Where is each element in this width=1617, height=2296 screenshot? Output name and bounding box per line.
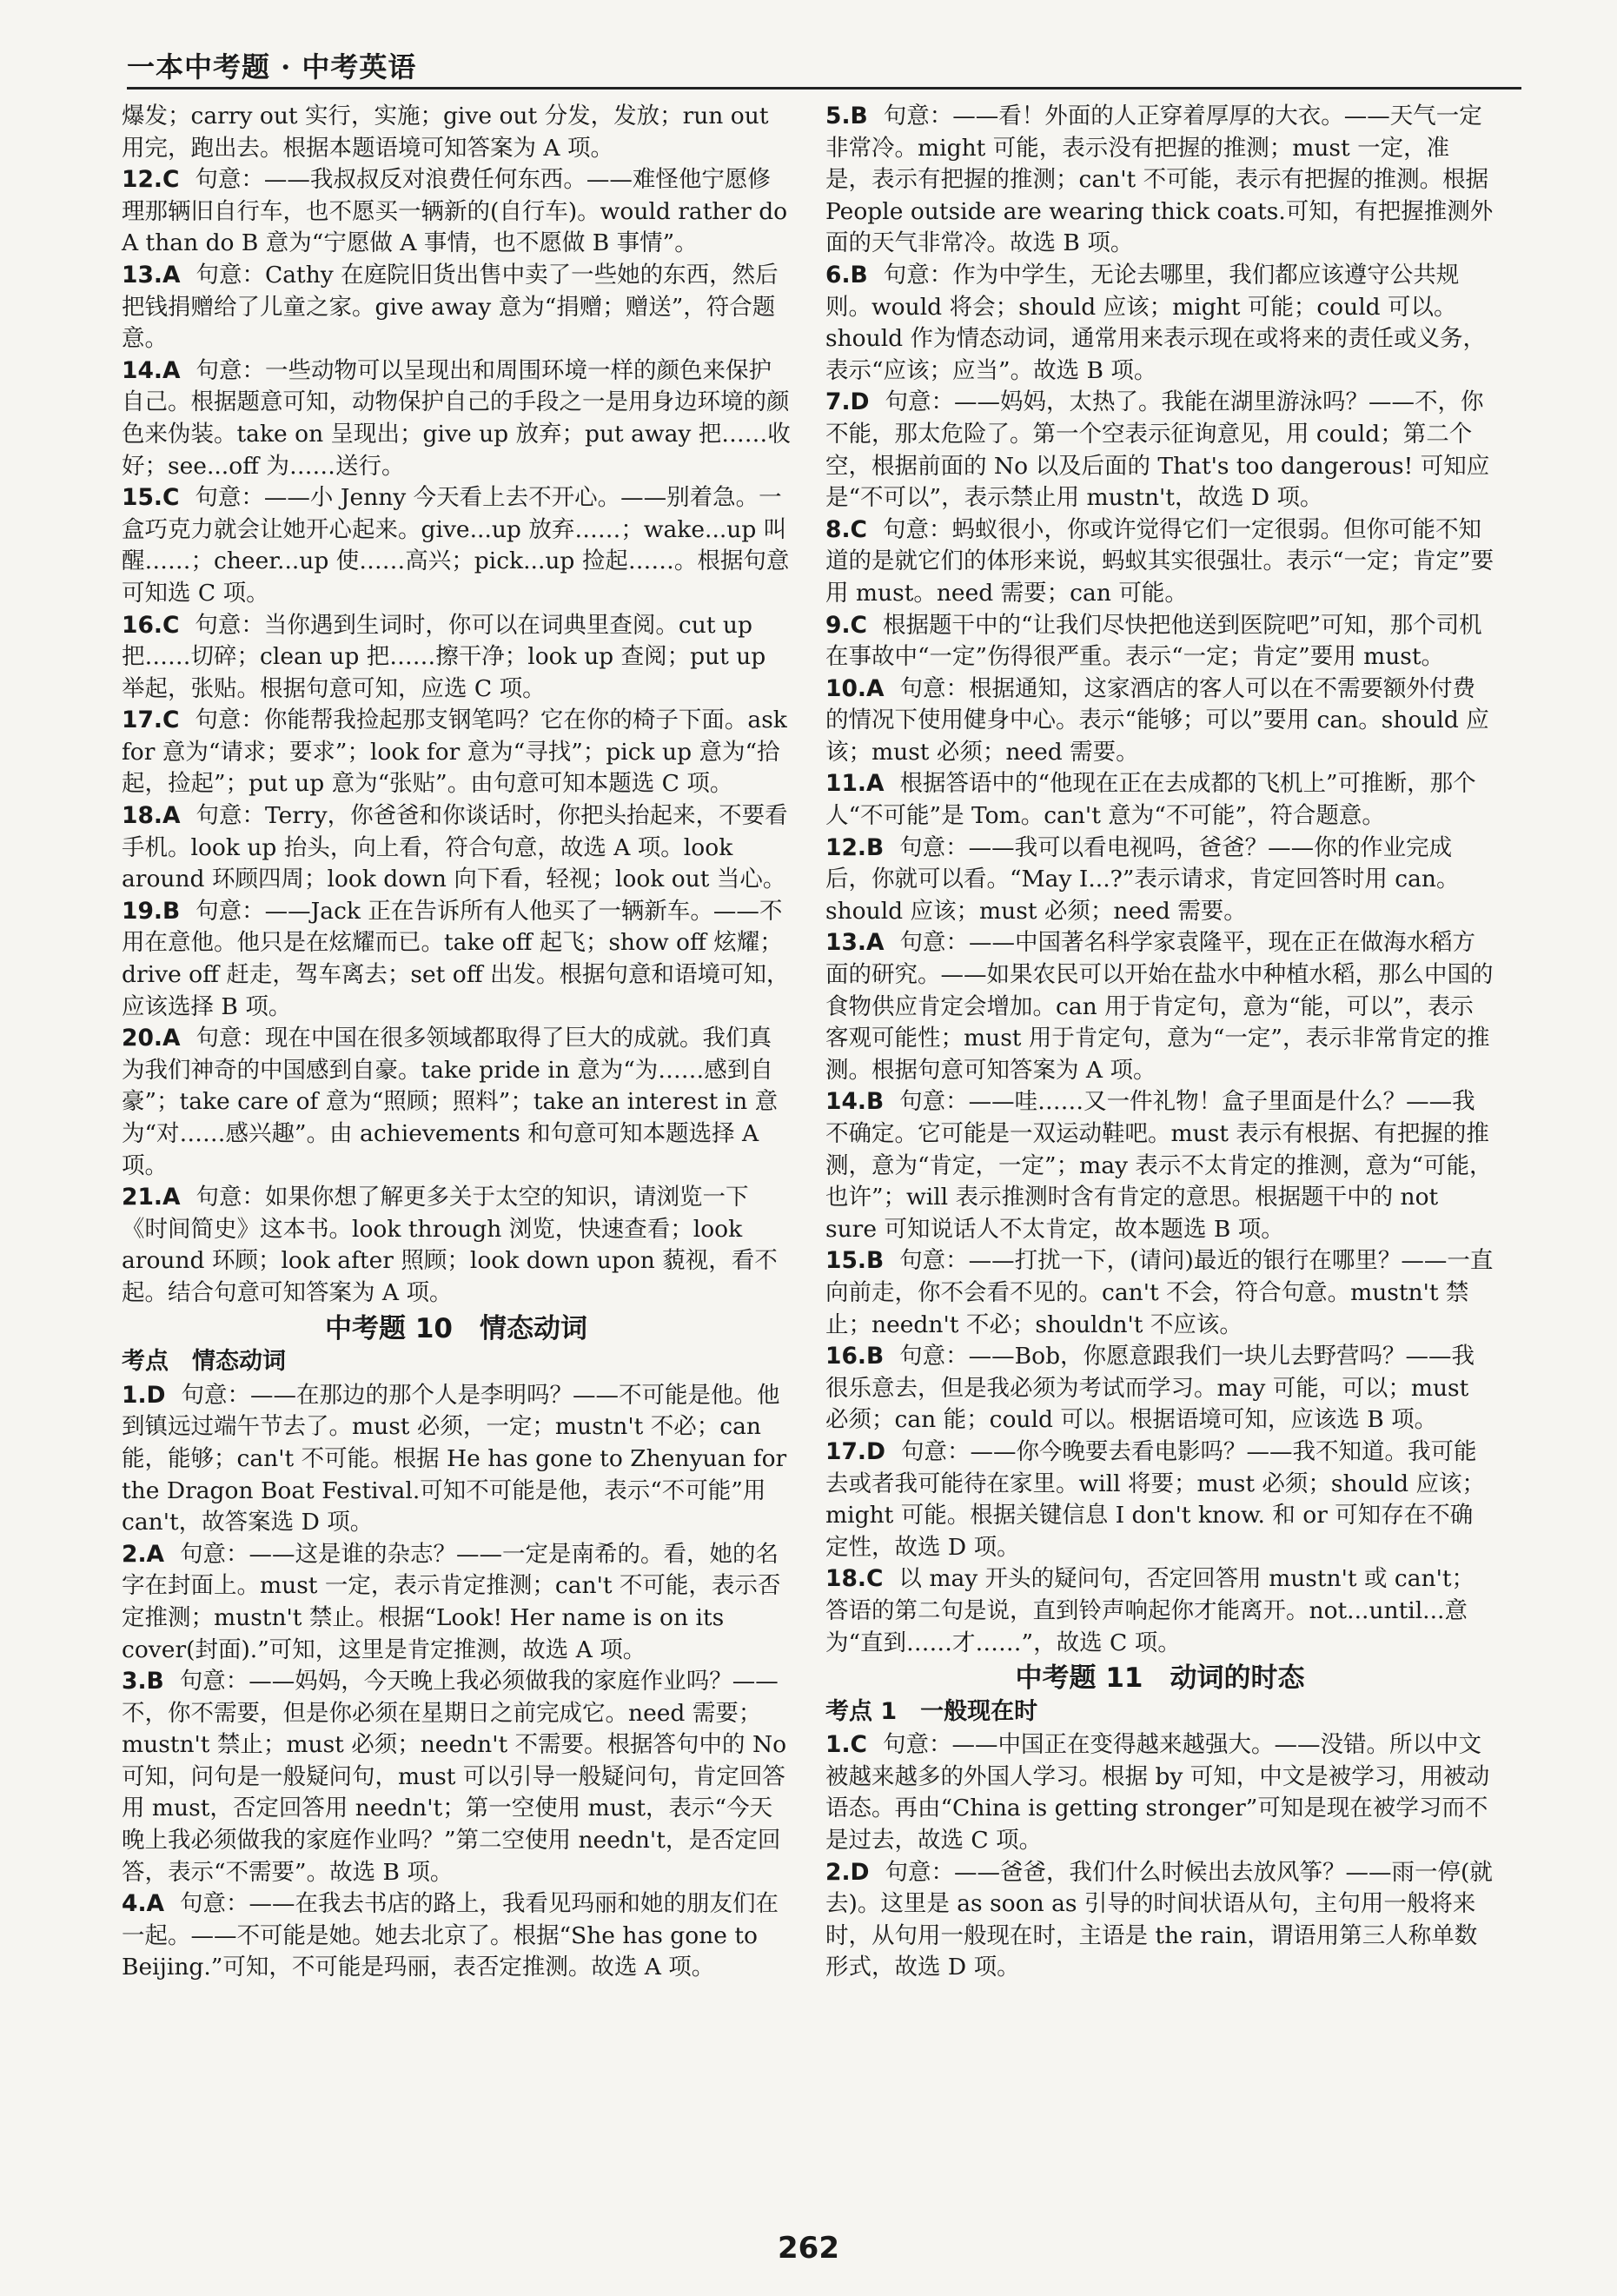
header-divider <box>127 87 1521 90</box>
answer-item <box>122 355 791 482</box>
answer-item <box>122 260 791 355</box>
answer-number: 11.A <box>825 770 885 798</box>
answer-number: 19.B <box>122 897 181 925</box>
answer-number: 6.B <box>825 261 868 289</box>
answer-explanation: 句意：——我可以看电视吗，爸爸？——你的作业完成后，你就可以看。“May I...?”表示请求，肯定回答时用 can。should 应该；must 必须；need 需要。 <box>825 833 1460 925</box>
answer-item <box>825 833 1494 928</box>
answer-number: 1.D <box>122 1381 166 1409</box>
answer-number: 9.C <box>825 611 867 639</box>
answer-explanation: 根据答语中的“他现在正在去成都的飞机上”可推断，那个人“不可能”是 Tom。can't 意为“不可能”，符合题意。 <box>825 770 1476 830</box>
answer-item <box>122 1888 791 1984</box>
answer-item <box>825 1437 1494 1563</box>
answer-explanation: 句意：——小 Jenny 今天看上去不开心。——别着急。一盒巧克力就会让她开心起来。give...up 放弃……；wake...up 叫醒……；cheer...up 使……高兴；pick...up 捡起……。根据句意可知选 C 项。 <box>122 484 790 607</box>
answer-explanation: 句意：——在我去书店的路上，我看见玛丽和她的朋友们在一起。——不可能是她。她去北京了。根据“She has gone to Beijing.”可知，不可能是玛丽，表否定推测。故选 A 项。 <box>122 1890 779 1981</box>
answer-explanation: 句意：——哇……又一件礼物！盒子里面是什么？——我不确定。它可能是一双运动鞋吧。must 表示有根据、有把握的推测，意为“肯定，一定”；may 表示不太肯定的推测，意为“可能，也许”；will 表示推测时含有肯定的意思。根据题干中的 not sure 可知说话人不太肯定，故本题选 B 项。 <box>825 1088 1493 1243</box>
answer-explanation: 句意：根据通知，这家酒店的客人可以在不需要额外付费的情况下使用健身中心。表示“能够；可以”要用 can。should 应该；must 必须；need 需要。 <box>825 674 1489 766</box>
answer-number: 10.A <box>825 674 885 702</box>
answer-number: 16.B <box>825 1343 885 1370</box>
answer-item <box>122 1666 791 1888</box>
answer-explanation: 句意：——爸爸，我们什么时候出去放风筝？——雨一停(就去)。这里是 as soon as 引导的时间状语从句，主句用一般将来时，从句用一般现在时，主语是 the rain，谓语用第三人称单数形式，故选 D 项。 <box>825 1858 1493 1981</box>
section-title: 中考题 10 情态动词 <box>325 1312 587 1344</box>
answer-explanation: 句意：蚂蚁很小，你或许觉得它们一定很弱。但你可能不知道的是就它们的体形来说，蚂蚁其实很强壮。表示“一定；肯定”要用 must。need 需要；can 可能。 <box>825 515 1494 607</box>
answer-item <box>825 674 1494 769</box>
answer-explanation: 句意：当你遇到生词时，你可以在词典里查阅。cut up 把……切碎；clean up 把……擦干净；look up 查阅；put up 举起，张贴。根据句意可知，应选 C 项。 <box>122 611 766 702</box>
answer-number: 12.B <box>825 833 885 861</box>
answer-item <box>122 1539 791 1666</box>
answer-explanation: 句意：——你今晚要去看电影吗？——我不知道。我可能去或者我可能待在家里。will 将要；must 必须；should 应该；might 可能。根据关键信息 I don't know. 和 or 可知存在不确定性，故选 D 项。 <box>825 1437 1485 1561</box>
answer-item <box>825 610 1494 674</box>
running-header: 一本中考题 · 中考英语 <box>127 50 417 83</box>
answer-number: 16.C <box>122 611 180 639</box>
answer-item <box>825 1341 1494 1437</box>
answer-number: 8.C <box>825 515 867 543</box>
answer-item <box>825 927 1494 1086</box>
answer-number: 5.B <box>825 103 868 129</box>
answer-explanation: 句意：——Bob，你愿意跟我们一块儿去野营吗？——我很乐意去，但是我必须为考试而学习。may 可能，可以；must 必须；can 能；could 可以。根据语境可知，应该选 B 项。 <box>825 1343 1475 1434</box>
answer-list-right-top <box>825 101 1494 1659</box>
section-title: 中考题 11 动词的时态 <box>1015 1662 1305 1695</box>
answer-item <box>122 164 791 260</box>
answer-explanation: 句意：——妈妈，太热了。我能在湖里游泳吗？——不，你不能，那太危险了。第一个空表示征询意见，用 could；第二个空，根据前面的 No 以及后面的 That's too dangerous! 可知应是“不可以”，表示禁止用 mustn't，故选 D 项。 <box>825 388 1490 512</box>
answer-explanation: 句意：——妈妈，今天晚上我必须做我的家庭作业吗？——不，你不需要，但是你必须在星期日之前完成它。need 需要；mustn't 禁止；must 必须；needn't 不需要。根据答句中的 No 可知，问句是一般疑问句，must 可以引导一般疑问句，肯定回答用 must，否定回答用 needn't；第一空使用 must，表示“今天晚上我必须做我的家庭作业吗？”第二空使用 needn't，是否定回答，表示“不需要”。故选 B 项。 <box>122 1668 787 1886</box>
right-column <box>825 101 1494 1984</box>
answer-number: 17.C <box>122 707 180 734</box>
answer-number: 12.C <box>122 166 180 194</box>
answer-number: 1.C <box>825 1731 867 1759</box>
answer-number: 21.A <box>122 1184 181 1211</box>
answer-item <box>825 101 1494 260</box>
answer-item <box>122 610 791 706</box>
answer-explanation: 句意：——看！外面的人正穿着厚厚的大衣。——天气一定非常冷。might 可能，表示没有把握的推测；must 一定，准是，表示有把握的推测；can't 不可能，表示有把握的推测。根据 People outside are wearing thick coats.可知，有把握推测外面的天气非常冷。故选 B 项。 <box>825 103 1494 257</box>
answer-explanation: 句意：——Jack 正在告诉所有人他买了一辆新车。——不用在意他。他只是在炫耀而已。take off 起飞；show off 炫耀；drive off 赶走，驾车离去；set off 出发。根据句意和语境可知，应该选择 B 项。 <box>122 897 790 1020</box>
answer-explanation: 句意：——我叔叔反对浪费任何东西。——难怪他宁愿修理那辆旧自行车，也不愿买一辆新的(自行车)。would rather do A than do B 意为“宁愿做 A 事情，也不愿做 B 事情”。 <box>122 166 788 257</box>
point-title: 考点 1 一般现在时 <box>825 1697 1038 1725</box>
answer-item <box>825 1086 1494 1245</box>
answer-item <box>122 482 791 609</box>
answer-item <box>122 1023 791 1182</box>
answer-explanation: 句意：——中国著名科学家袁隆平，现在正在做海水稻方面的研究。——如果农民可以开始在盐水中种植水稻，那么中国的食物供应肯定会增加。can 用于肯定句，意为“能，可以”，表示客观可能性；must 用于肯定句，意为“一定”，表示非常肯定的推测。根据句意可知答案为 A 项。 <box>825 929 1494 1084</box>
answer-explanation: 句意：——这是谁的杂志？——一定是南希的。看，她的名字在封面上。must 一定，表示肯定推测；can't 不可能，表示否定推测；mustn't 禁止。根据“Look! Her name is on its cover(封面).”可知，这里是肯定推测，故选 A 项。 <box>122 1540 781 1663</box>
answer-item <box>122 1182 791 1309</box>
answer-continuation: 爆发；carry out 实行，实施；give out 分发，发放；run out 用完，跑出去。根据本题语境可知答案为 A 项。 <box>122 103 769 162</box>
answer-item <box>825 1729 1494 1856</box>
answer-explanation: 以 may 开头的疑问句，否定回答用 mustn't 或 can't；答语的第二句是说，直到铃声响起你才能离开。not...until...意为“直到……才……”，故选 C 项。 <box>825 1565 1475 1656</box>
answer-item <box>825 768 1494 832</box>
answer-number: 14.A <box>122 356 181 384</box>
answer-explanation: 句意：——打扰一下，(请问)最近的银行在哪里？——一直向前走，你不会看不见的。can't 不会，符合句意。mustn't 禁止；needn't 不必；shouldn't 不应该。 <box>825 1247 1494 1338</box>
page-number: 262 <box>778 2231 839 2266</box>
point-title: 考点 情态动词 <box>122 1348 286 1376</box>
answer-number: 13.A <box>825 929 885 957</box>
answer-explanation: 句意：如果你想了解更多关于太空的知识，请浏览一下《时间简史》这本书。look through 浏览，快速查看；look around 环顾；look after 照顾；look down upon 藐视，看不起。结合句意可知答案为 A 项。 <box>122 1184 778 1306</box>
answer-number: 13.A <box>122 261 181 289</box>
answer-explanation: 句意：一些动物可以呈现出和周围环境一样的颜色来保护自己。根据题意可知，动物保护自己的手段之一是用身边环境的颜色来伪装。take on 呈现出；give up 放弃；put away 把……收好；see...off 为……送行。 <box>122 356 791 480</box>
answer-item <box>122 1380 791 1539</box>
answer-explanation: 句意：Terry，你爸爸和你谈话时，你把头抬起来，不要看手机。look up 抬头，向上看，符合句意，故选 A 项。look around 环顾四周；look down 向下看，轻视；look out 当心。 <box>122 802 788 893</box>
answer-explanation: 句意：现在中国在很多领域都取得了巨大的成就。我们真为我们神奇的中国感到自豪。take pride in 意为“为……感到自豪”；take care of 意为“照顾；照料”；take an interest in 意为“对……感兴趣”。由 achievements 和句意可知本题选择 A 项。 <box>122 1025 779 1179</box>
answer-item <box>122 800 791 896</box>
answer-explanation: 句意：Cathy 在庭院旧货出售中卖了一些她的东西，然后把钱捐赠给了儿童之家。give away 意为“捐赠；赠送”，符合题意。 <box>122 261 779 353</box>
answer-item <box>825 1245 1494 1341</box>
answer-explanation: 句意：——在那边的那个人是李明吗？——不可能是他。他到镇远过端午节去了。must 必须，一定；mustn't 不必；can 能，能够；can't 不可能。根据 He has gone to Zhenyuan for the Dragon Boat Festival.可知不可能是他，表示“不可能”用 can't，故答案选 D 项。 <box>122 1381 787 1536</box>
answer-item <box>825 514 1494 610</box>
answer-item <box>825 387 1494 514</box>
answer-number: 7.D <box>825 388 870 416</box>
answer-list-right-bottom <box>825 1729 1494 1984</box>
answer-number: 18.C <box>825 1565 884 1593</box>
answer-item <box>825 260 1494 387</box>
answer-list-left-bottom <box>122 1380 791 1984</box>
answer-item <box>122 705 791 800</box>
left-column <box>122 101 791 1984</box>
answer-number: 17.D <box>825 1437 885 1465</box>
answer-list-left-top <box>122 164 791 1309</box>
answer-number: 20.A <box>122 1025 181 1052</box>
answer-number: 14.B <box>825 1088 885 1116</box>
answer-number: 3.B <box>122 1668 164 1695</box>
answer-explanation: 根据题干中的“让我们尽快把他送到医院吧”可知，那个司机在事故中“一定”伤得很严重。表示“一定；肯定”要用 must。 <box>825 611 1482 671</box>
answer-item <box>122 896 791 1023</box>
answer-explanation: 句意：——中国正在变得越来越强大。——没错。所以中文被越来越多的外国人学习。根据 by 可知，中文是被学习，用被动语态。再由“China is getting stronger”可知是现在被学习而不是过去，故选 C 项。 <box>825 1731 1490 1855</box>
answer-number: 18.A <box>122 802 181 830</box>
answer-explanation: 句意：作为中学生，无论去哪里，我们都应该遵守公共规则。would 将会；should 应该；might 可能；could 可以。should 作为情态动词，通常用来表示现在或将来的责任或义务，表示“应该；应当”。故选 B 项。 <box>825 261 1487 384</box>
answer-number: 15.B <box>825 1247 885 1275</box>
answer-number: 4.A <box>122 1890 165 1918</box>
answer-number: 2.D <box>825 1858 870 1886</box>
answer-number: 2.A <box>122 1540 165 1568</box>
answer-item <box>825 1563 1494 1659</box>
answer-explanation: 句意：你能帮我捡起那支钢笔吗？它在你的椅子下面。ask for 意为“请求；要求”；look for 意为“寻找”；pick up 意为“拾起，捡起”；put up 意为“张贴”。由句意可知本题选 C 项。 <box>122 707 787 798</box>
answer-item <box>825 1857 1494 1984</box>
answer-number: 15.C <box>122 484 180 512</box>
